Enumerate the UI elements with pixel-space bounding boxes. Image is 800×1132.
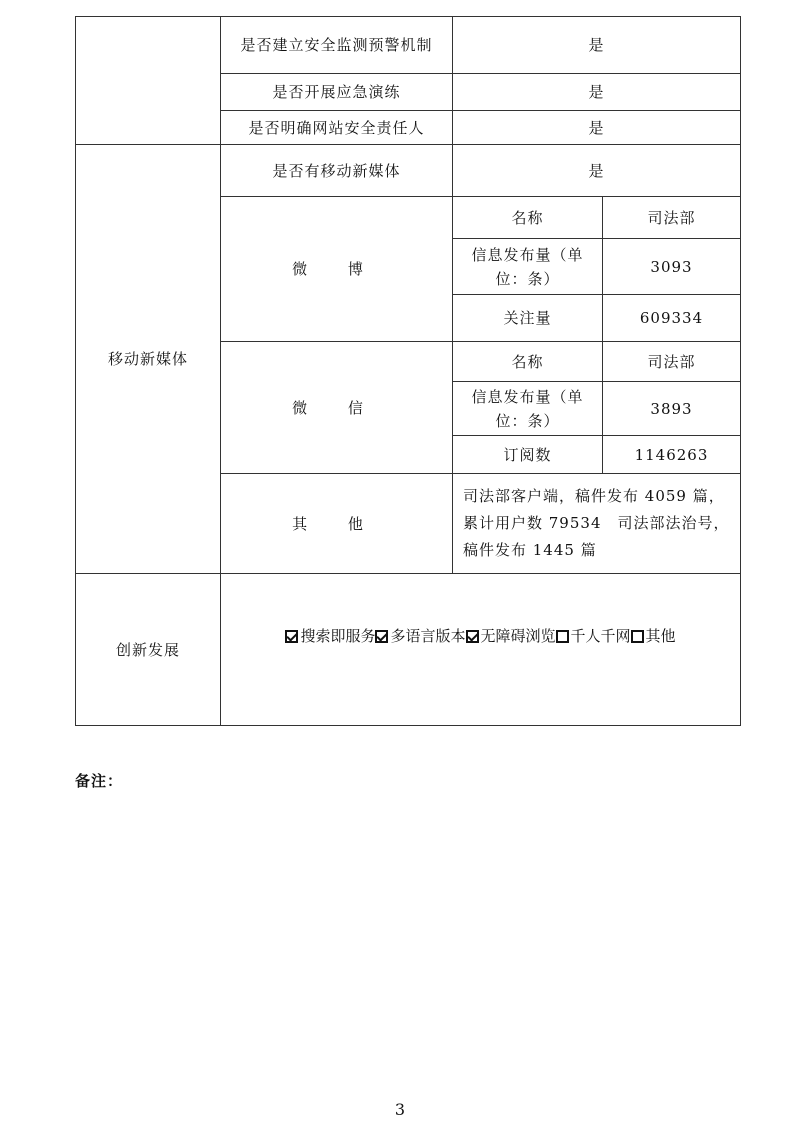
weibo-followers-label: 关注量 bbox=[453, 295, 603, 342]
innovation-options bbox=[221, 574, 741, 726]
option-accessibility[interactable] bbox=[466, 624, 556, 648]
checkbox-icon[interactable] bbox=[285, 630, 298, 643]
note-label: 备注： bbox=[75, 772, 124, 790]
weibo-label: 微 博 bbox=[221, 197, 453, 342]
option-search-as-service[interactable] bbox=[285, 624, 375, 648]
wechat-label: 微 信 bbox=[221, 342, 453, 474]
table-row bbox=[76, 574, 741, 726]
wechat-name-label: 名称 bbox=[453, 342, 603, 382]
section-label-innovation: 创新发展 bbox=[76, 574, 221, 726]
option-other[interactable] bbox=[631, 624, 676, 648]
other-text: 司法部客户端，稿件发布 4059 篇，累计用户数 79534 司法部法治号，稿件发布 1445 篇 bbox=[453, 474, 741, 574]
checkbox-icon[interactable] bbox=[631, 630, 644, 643]
option-label: 其他 bbox=[645, 627, 676, 645]
table-row bbox=[76, 17, 741, 74]
wechat-posts-value: 3893 bbox=[603, 382, 741, 436]
weibo-name-label: 名称 bbox=[453, 197, 603, 239]
section-cell-empty bbox=[76, 17, 221, 145]
report-table bbox=[75, 16, 741, 726]
option-multilingual[interactable] bbox=[375, 624, 465, 648]
row-value: 是 bbox=[453, 145, 741, 197]
row-label: 是否有移动新媒体 bbox=[221, 145, 453, 197]
page-number: 3 bbox=[394, 1100, 406, 1119]
section-label-mobile: 移动新媒体 bbox=[76, 145, 221, 574]
weibo-posts-value: 3093 bbox=[603, 239, 741, 295]
row-value: 是 bbox=[453, 111, 741, 145]
other-label: 其 他 bbox=[221, 474, 453, 574]
option-label: 搜索即服务 bbox=[300, 627, 376, 645]
row-label: 是否开展应急演练 bbox=[221, 74, 453, 111]
checkbox-icon[interactable] bbox=[466, 630, 479, 643]
option-label: 无障碍浏览 bbox=[480, 627, 556, 645]
row-label: 是否明确网站安全责任人 bbox=[221, 111, 453, 145]
option-personalized[interactable] bbox=[556, 624, 631, 648]
row-value: 是 bbox=[453, 74, 741, 111]
wechat-subs-value: 1146263 bbox=[603, 436, 741, 474]
wechat-subs-label: 订阅数 bbox=[453, 436, 603, 474]
row-value: 是 bbox=[453, 17, 741, 74]
checkbox-icon[interactable] bbox=[556, 630, 569, 643]
weibo-posts-label: 信息发布量（单位：条） bbox=[453, 239, 603, 295]
weibo-followers-value: 609334 bbox=[603, 295, 741, 342]
weibo-name-value: 司法部 bbox=[603, 197, 741, 239]
table-row bbox=[76, 145, 741, 197]
option-label: 千人千网 bbox=[570, 627, 631, 645]
row-label: 是否建立安全监测预警机制 bbox=[221, 17, 453, 74]
checkbox-icon[interactable] bbox=[375, 630, 388, 643]
wechat-posts-label: 信息发布量（单位：条） bbox=[453, 382, 603, 436]
option-label: 多语言版本 bbox=[390, 627, 466, 645]
wechat-name-value: 司法部 bbox=[603, 342, 741, 382]
